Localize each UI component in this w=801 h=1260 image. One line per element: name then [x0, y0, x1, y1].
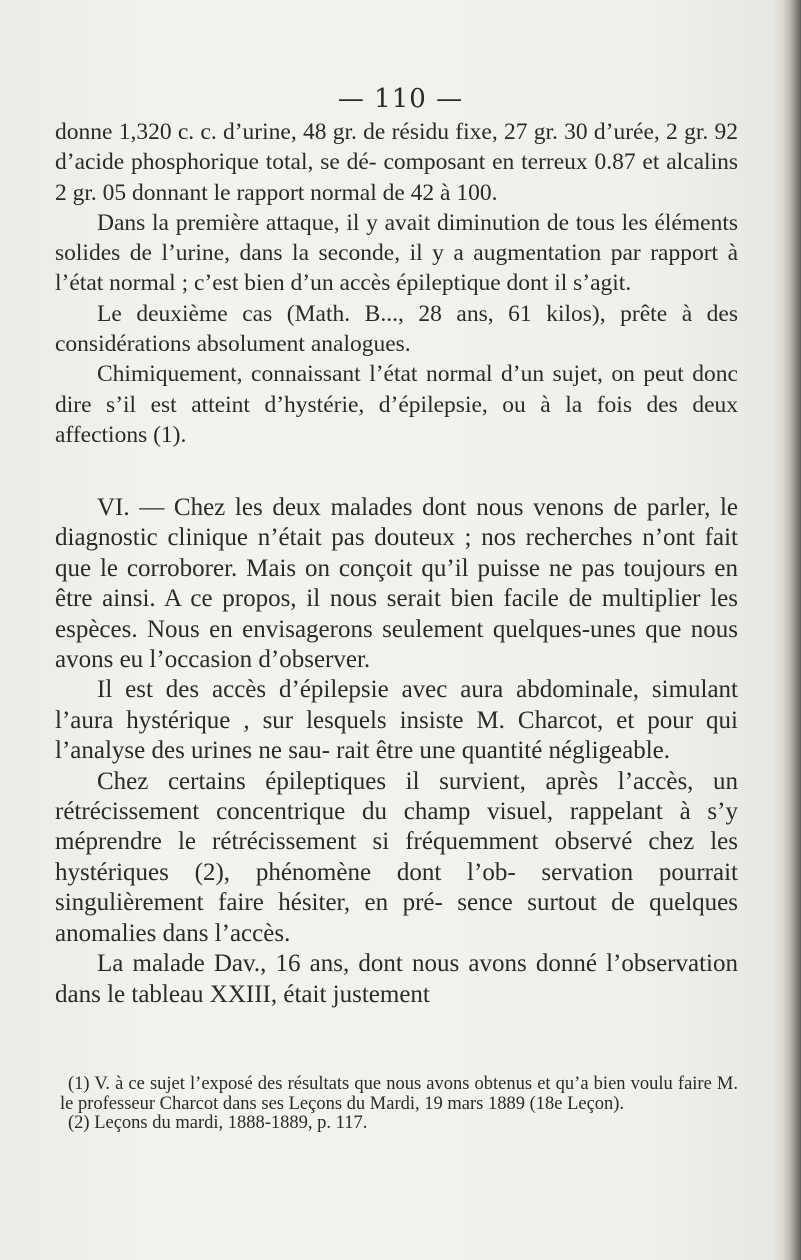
- footnote: (2) Leçons du mardi, 1888-1889, p. 117.: [68, 1113, 368, 1133]
- body-text-section-a: [55, 117, 738, 450]
- paragraph: donne 1,320 c. c. d’urine, 48 gr. de résidu fixe, 27 gr. 30 d’urée, 2 gr. 92 d’acide phosphorique total, se dé- composant en terreux 0.87 et alcalins 2 gr. 05 donnant le rapport normal de 42 à 100.: [55, 119, 738, 206]
- paragraph: VI. — Chez les deux malades dont nous venons de parler, le diagnostic clinique n’était pas douteux ; nos recherches n’ont fait que le corroborer. Mais on conçoit qu’il puisse ne pas toujours en être ainsi. A ce propos, il nous serait bien facile de multiplier les espèces. Nous en envisagerons seulement quelques-unes que nous avons eu l’occasion d’observer.: [55, 494, 738, 674]
- body-text-section-b: [55, 493, 738, 1010]
- paragraph: Il est des accès d’épilepsie avec aura abdominale, simulant l’aura hystérique , sur lesquels insiste M. Charcot, et pour qui l’analyse des urines ne sau- rait être une quantité négligeable.: [55, 676, 738, 765]
- paragraph: Chimiquement, connaissant l’état normal d’un sujet, on peut donc dire s’il est atteint d’hystérie, d’épilepsie, ou à la fois des deux affections (1).: [55, 361, 738, 448]
- page-number: — 110 —: [337, 84, 464, 114]
- paragraph: Dans la première attaque, il y avait diminution de tous les éléments solides de l’urine, dans la seconde, il y a augmentation par rapport à l’état normal ; c’est bien d’un accès épileptique dont il s’agit.: [55, 209, 738, 297]
- paragraph: Le deuxième cas (Math. B..., 28 ans, 61 kilos), prête à des considérations absolument analogues.: [55, 300, 738, 358]
- paragraph: La malade Dav., 16 ans, dont nous avons donné l’observation dans le tableau XXIII, était justement: [55, 950, 738, 1008]
- footnotes: [60, 1075, 738, 1134]
- page-edge-shadow: [773, 0, 801, 1260]
- paragraph: Chez certains épileptiques il survient, après l’accès, un rétrécissement concentrique du champ visuel, rappelant à s’y méprendre le rétrécissement si fréquemment observé chez les hystériques (2), phénomène dont l’ob- servation pourrait singulièrement faire hésiter, en pré- sence surtout de quelques anomalies dans l’accès.: [55, 767, 738, 947]
- footnote: (1) V. à ce sujet l’exposé des résultats que nous avons obtenus et qu’a bien voulu faire M. le professeur Charcot dans ses Leçons du Mardi, 19 mars 1889 (18e Leçon).: [60, 1074, 738, 1114]
